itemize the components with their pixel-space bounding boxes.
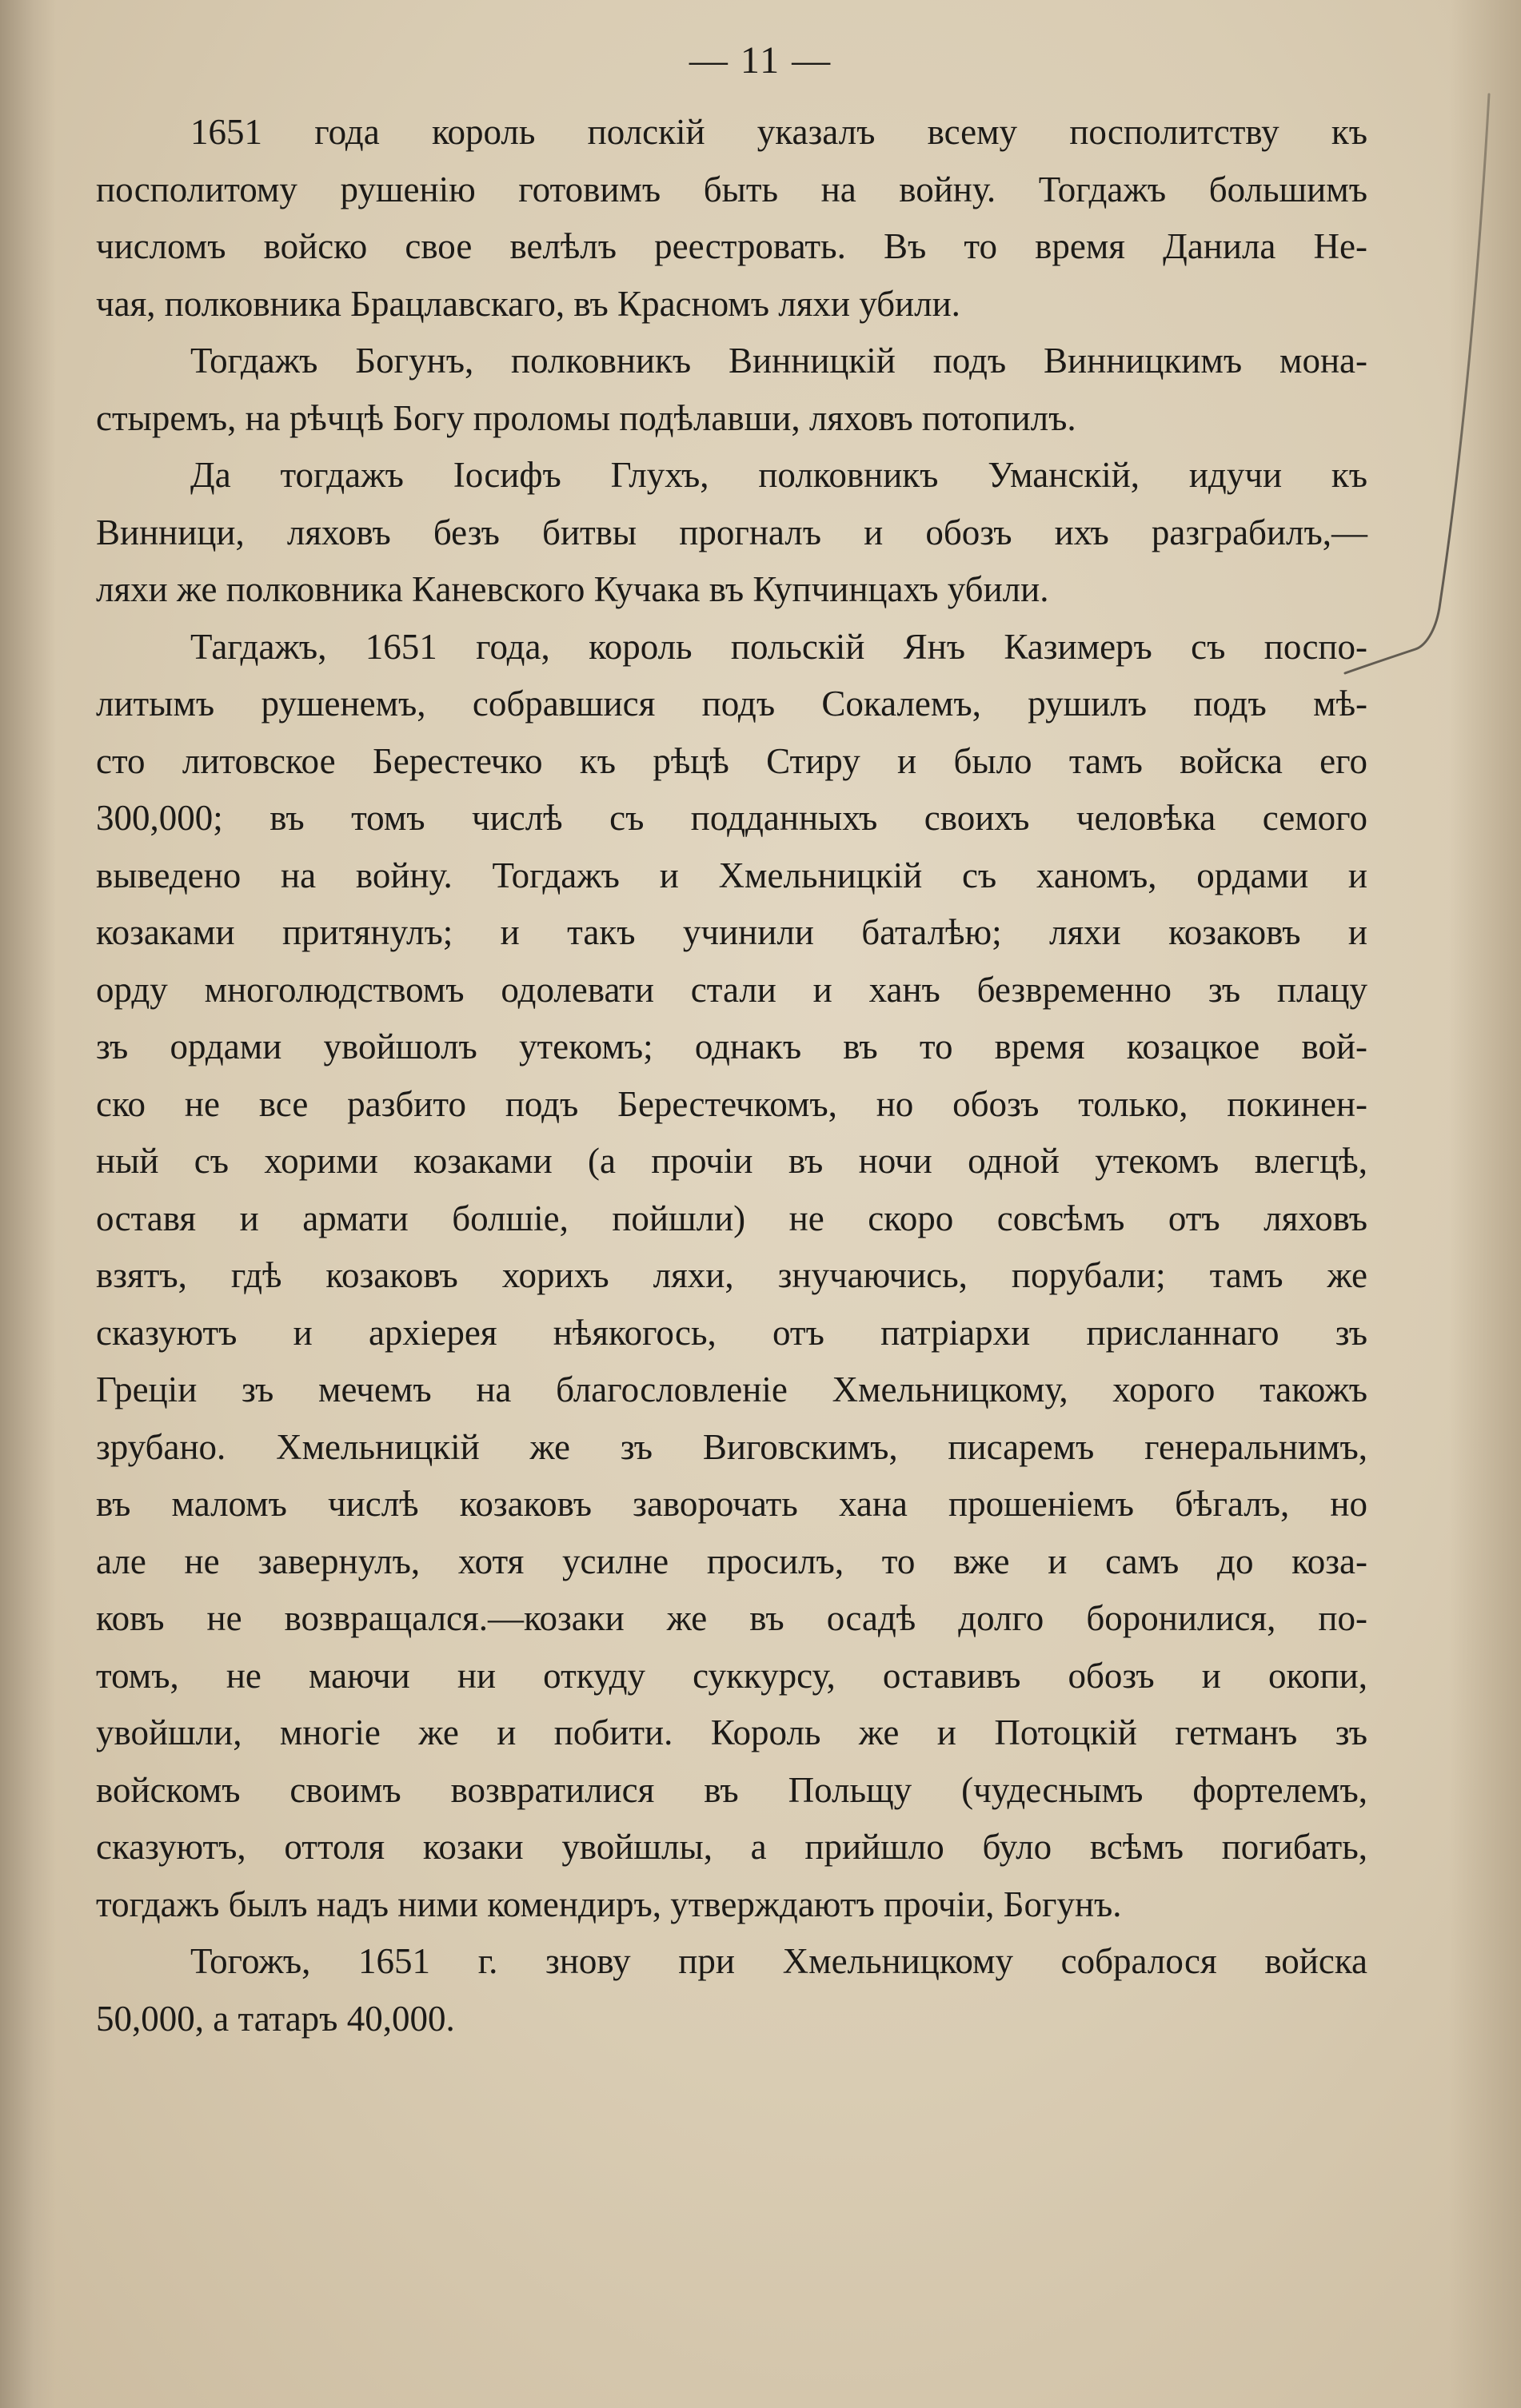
text-line: сказуютъ, оттоля козаки увойшлы, а прийшло було всѣмъ погибать, (96, 1827, 1367, 1867)
text-line: але не завернулъ, хотя усилне просилъ, то вже и самъ до коза- (96, 1541, 1367, 1581)
text-line: 300,000; въ томъ числѣ съ подданныхъ своихъ человѣка семого (96, 798, 1367, 838)
paragraph-4 (96, 619, 1367, 1934)
text-line: орду многолюдствомъ одолевати стали и ханъ безвременно зъ плацу (96, 969, 1367, 1010)
text-line: въ маломъ числѣ козаковъ заворочать хана прошеніемъ бѣгалъ, но (96, 1484, 1367, 1524)
text-line: зрубано. Хмельницкій же зъ Виговскимъ, писаремъ генеральнимъ, (96, 1426, 1367, 1467)
text-line: Да тогдажъ Іосифъ Глухъ, полковникъ Уманскій, идучи къ (190, 455, 1367, 495)
paragraph-1 (96, 104, 1367, 333)
text-line: литымъ рушенемъ, собравшися подъ Сокалемъ, рушилъ подъ мѣ- (96, 684, 1367, 724)
text-line: ляхи же полковника Каневского Кучака въ Купчинцахъ убили. (96, 569, 1049, 609)
text-line: войскомъ своимъ возвратилися въ Польщу (чудеснымъ фортелемъ, (96, 1769, 1367, 1810)
text-line: числомъ войско свое велѣлъ реестровать. Въ то время Данила Не- (96, 226, 1367, 266)
text-line: Тогожъ, 1651 г. знову при Хмельницкому собралося войска (190, 1941, 1367, 1981)
paragraph-3 (96, 447, 1367, 619)
text-line: Винници, ляховъ безъ битвы прогналъ и обозъ ихъ разграбилъ,— (96, 512, 1367, 552)
text-line: оставя и армати болшіе, пойшли) не скоро совсѣмъ отъ ляховъ (96, 1198, 1367, 1238)
text-line: ско не все разбито подъ Берестечкомъ, но обозъ только, покинен- (96, 1083, 1367, 1124)
text-line: 1651 года король полскій указалъ всему посполитству къ (190, 112, 1367, 152)
text-line: посполитому рушенію готовимъ быть на войну. Тогдажъ большимъ (96, 169, 1367, 209)
text-line: зъ ордами увойшолъ утекомъ; однакъ въ то время козацкое вой- (96, 1027, 1367, 1066)
text-line: томъ, не маючи ни откуду суккурсу, оставивъ обозъ и окопи, (96, 1655, 1367, 1696)
text-line: тогдажъ былъ надъ ними комендиръ, утверждаютъ прочіи, Богунъ. (96, 1884, 1122, 1924)
page-number: — 11 — (689, 39, 832, 82)
body-text (96, 104, 1367, 2047)
text-line: выведено на войну. Тогдажъ и Хмельницкій съ ханомъ, ордами и (96, 855, 1367, 895)
text-line: Греціи зъ мечемъ на благословленіе Хмельницкому, хорого такожъ (96, 1369, 1367, 1409)
paragraph-5 (96, 1933, 1367, 2047)
paragraph-2 (96, 333, 1367, 447)
text-line: Тогдажъ Богунъ, полковникъ Винницкій подъ Винницкимъ мона- (190, 341, 1367, 381)
text-line: сказуютъ и архіерея нѣякогось, отъ патріархи присланнаго зъ (96, 1312, 1367, 1353)
text-line: взятъ, гдѣ козаковъ хорихъ ляхи, знучаючись, порубали; тамъ же (96, 1255, 1367, 1295)
text-line: сто литовское Берестечко къ рѣцѣ Стиру и было тамъ войска его (96, 740, 1367, 781)
text-line: чая, полковника Брацлавскаго, въ Красномъ ляхи убили. (96, 283, 960, 324)
text-line: 50,000, а татаръ 40,000. (96, 1998, 455, 2039)
text-line: ковъ не возвращался.—козаки же въ осадѣ долго боронилися, по- (96, 1598, 1367, 1638)
text-line: увойшли, многіе же и побити. Король же и Потоцкій гетманъ зъ (96, 1712, 1367, 1752)
text-line: Тагдажъ, 1651 года, король польскій Янъ Казимеръ съ поспо- (190, 626, 1367, 667)
text-line: стыремъ, на рѣчцѣ Богу проломы подѣлавши, ляховъ потопилъ. (96, 397, 1076, 438)
text-line: козаками притянулъ; и такъ учинили баталѣю; ляхи козаковъ и (96, 912, 1367, 952)
text-line: ный съ хорими козаками (а прочіи въ ночи одной утекомъ влегцѣ, (96, 1141, 1367, 1181)
